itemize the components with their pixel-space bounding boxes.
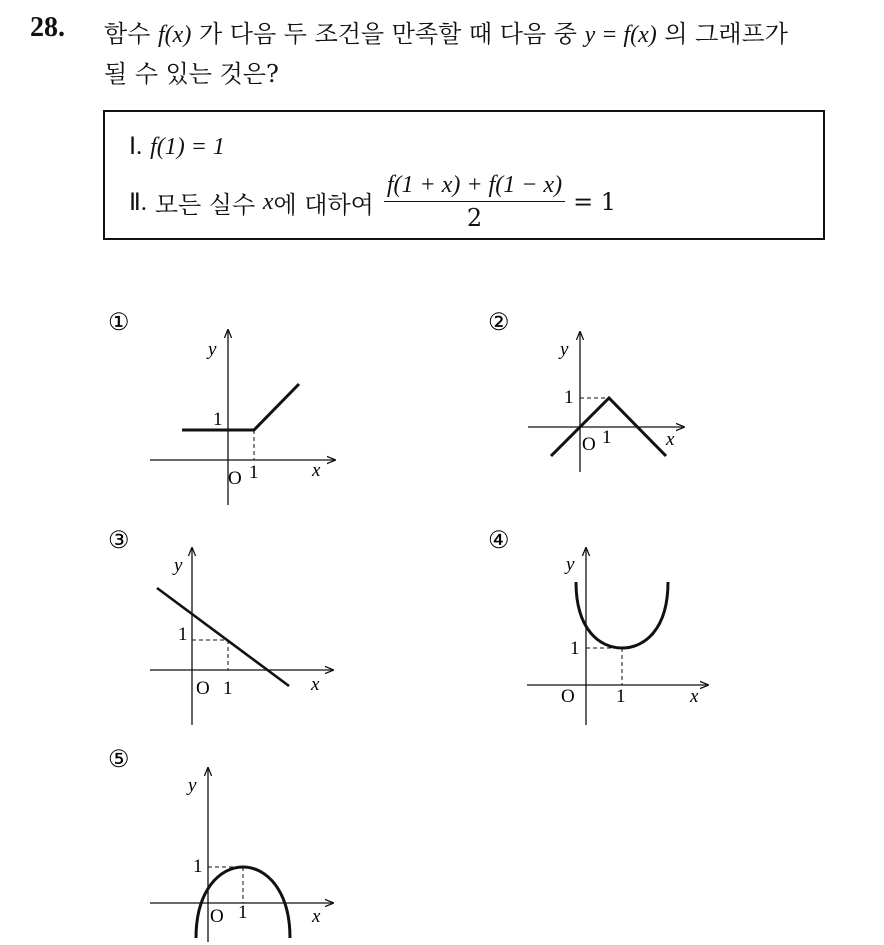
choice-3-curve <box>157 588 289 686</box>
choice-2-origin: O <box>582 434 596 455</box>
question-line-2: 될 수 있는 것은? <box>104 60 279 88</box>
condition-2-rhs: = 1 <box>573 188 617 216</box>
choice-4-y-label: y <box>566 554 575 575</box>
choice-5-y-label: y <box>188 775 197 796</box>
fraction-denominator: 2 <box>466 204 483 232</box>
choice-5-tick-y: 1 <box>193 856 203 877</box>
choice-2-label: ② <box>488 310 510 336</box>
choice-2-y-label: y <box>560 339 569 360</box>
choice-4-x-label: x <box>690 686 699 707</box>
condition-2-label: Ⅱ. <box>129 189 147 216</box>
choice-4-curve <box>576 582 668 648</box>
choice-1-tick-y: 1 <box>213 409 223 430</box>
choice-1-tick-x: 1 <box>249 462 259 483</box>
choice-3-tick-y: 1 <box>178 624 188 645</box>
choice-1-graph <box>108 310 335 505</box>
choice-5-label: ⑤ <box>108 747 130 773</box>
choice-2-tick-x: 1 <box>602 427 612 448</box>
choice-3-x-label: x <box>311 674 320 695</box>
choice-1-label: ① <box>108 310 130 336</box>
choice-5-x-label: x <box>312 906 321 927</box>
choice-4-origin: O <box>561 686 575 707</box>
question-line-1: 함수 f(x) 가 다음 두 조건을 만족할 때 다음 중 y = f(x) 의 그래프가 <box>104 20 788 48</box>
choice-3-tick-x: 1 <box>223 678 233 699</box>
choice-5-origin: O <box>210 906 224 927</box>
choice-4-label: ④ <box>488 528 510 554</box>
choice-5-graph <box>108 747 333 942</box>
fraction-numerator: f(1 + x) + f(1 − x) <box>384 172 565 202</box>
choice-3-label: ③ <box>108 528 130 554</box>
choice-1-y-label: y <box>208 339 217 360</box>
choice-4-tick-y: 1 <box>570 638 580 659</box>
choice-2-x-label: x <box>666 429 675 450</box>
question-number: 28. <box>30 12 65 43</box>
choice-4-tick-x: 1 <box>616 686 626 707</box>
condition-1-text: f(1) = 1 <box>150 134 225 160</box>
choice-5-tick-x: 1 <box>238 902 248 923</box>
condition-1-label: Ⅰ. <box>129 134 143 160</box>
choice-1-curve <box>182 384 299 430</box>
choice-3-y-label: y <box>174 555 183 576</box>
choice-2-graph <box>488 310 684 472</box>
choice-2-tick-y: 1 <box>564 387 574 408</box>
choice-1-x-label: x <box>312 460 321 481</box>
choice-3-graph <box>108 528 333 725</box>
choice-1-origin: O <box>228 468 242 489</box>
choice-3-origin: O <box>196 678 210 699</box>
condition-2: Ⅱ. 모든 실수 x 에 대하여 $\frac{f(1 + x) + f(1 - x)}{2}$ = 1 <box>129 172 617 232</box>
choice-4-graph <box>488 528 708 725</box>
